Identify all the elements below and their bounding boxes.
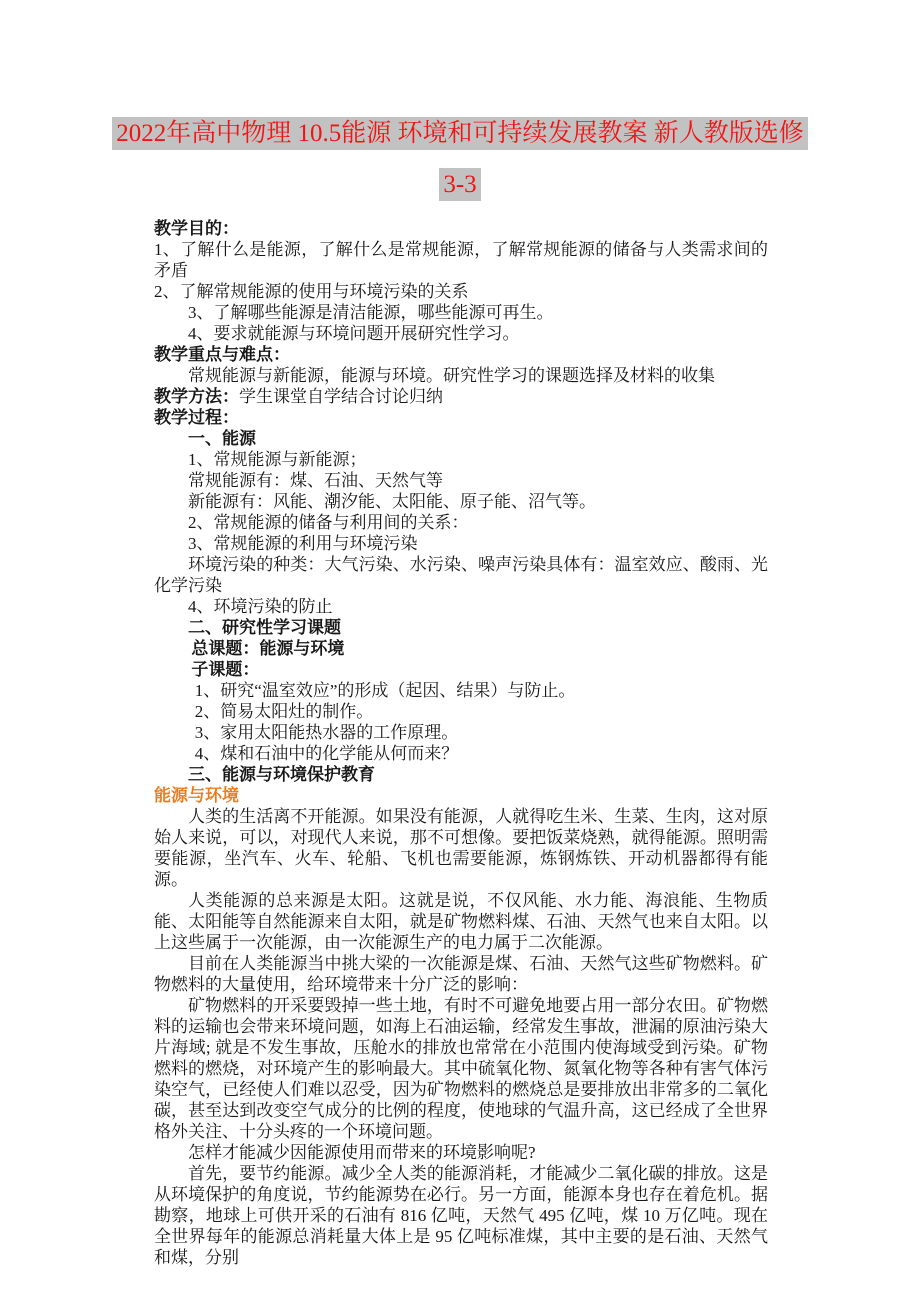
- text-line: 1、常规能源与新能源；: [188, 450, 367, 469]
- text-line: 常规能源有：煤、石油、天然气等: [188, 471, 443, 490]
- text-line: 总课题：能源与环境: [191, 639, 345, 658]
- section-heading-orange: 能源与环境: [154, 786, 239, 805]
- document-title: [0, 108, 920, 210]
- text-line: [154, 386, 768, 407]
- inline-label: 教学方法：: [154, 387, 239, 406]
- text-line: 1、研究“温室效应”的形成（起因、结果）与防止。: [194, 681, 576, 700]
- text-line: 三、能源与环境保护教育: [188, 765, 375, 784]
- paragraph: 怎样才能减少因能源使用而带来的环境影响呢?: [188, 1143, 536, 1162]
- text-line: 3、了解哪些能源是清洁能源，哪些能源可再生。: [188, 303, 554, 322]
- paragraph: 人类能源的总来源是太阳。这就是说，不仅风能、水力能、海浪能、生物质能、太阳能等自然能源来自太阳，就是矿物燃料煤、石油、天然气也来自太阳。以上这些属于一次能源，由一次能源生产的电力属于二次能源。: [154, 891, 768, 952]
- text-line: 3、常规能源的利用与环境污染: [188, 534, 418, 553]
- text-line: 常规能源与新能源，能源与环境。研究性学习的课题选择及材料的收集: [188, 366, 715, 385]
- text-line: 子课题：: [191, 660, 260, 679]
- text-line: 新能源有：风能、潮汐能、太阳能、原子能、沼气等。: [188, 492, 596, 511]
- text-line: 2、常规能源的储备与利用间的关系：: [188, 513, 469, 532]
- paragraph: 矿物燃料的开采要毁掉一些土地，有时不可避免地要占用一部分农田。矿物燃料的运输也会带来环境问题，如海上石油运输，经常发生事故，泄漏的原油污染大片海域; 就是不发生事故，压舱水的排放也常常在小范围内使海域受到污染。矿物燃料的燃烧，对环境产生的影响最大。其中硫氧化物、氮氧化物等各种有害气体污染空气，已经使人们难以忍受，因为矿物燃料的燃烧总是要排放出非常多的二氧化碳，甚至达到改变空气成分的比例的程度，使地球的气温升高，这已经成了全世界格外关注、十分头疼的一个环境问题。: [154, 996, 768, 1141]
- document-title-line-1: [0, 108, 920, 159]
- paragraph: 人类的生活离不开能源。如果没有能源，人就得吃生米、生菜、生肉，这对原始人来说，可以，对现代人来说，那不可想像。要把饭菜烧熟，就得能源。照明需要能源，坐汽车、火车、轮船、飞机也需要能源，炼钢炼铁、开动机器都得有能源。: [154, 807, 768, 889]
- text-line: 2、简易太阳灶的制作。: [194, 702, 374, 721]
- inline-text: 学生课堂自学结合讨论归纳: [239, 387, 443, 406]
- text-line: 一、能源: [188, 429, 256, 448]
- text-line: 二、研究性学习课题: [188, 618, 341, 637]
- paragraph: 目前在人类能源当中挑大梁的一次能源是煤、石油、天然气这些矿物燃料。矿物燃料的大量使用，给环境带来十分广泛的影响：: [154, 954, 768, 994]
- paragraph: 环境污染的种类：大气污染、水污染、噪声污染具体有：温室效应、酸雨、光化学污染: [154, 555, 768, 595]
- text-line: 4、环境污染的防止: [188, 597, 333, 616]
- title-highlight-text: 2022年高中物理 10.5能源 环境和可持续发展教案 新人教版选修: [112, 117, 808, 150]
- text-line: 教学过程：: [154, 408, 239, 427]
- document-title-line-2: [0, 159, 920, 210]
- paragraph: 首先，要节约能源。减少全人类的能源消耗，才能减少二氧化碳的排放。这是从环境保护的角度说，节约能源势在必行。另一方面，能源本身也存在着危机。据勘察，地球上可供开采的石油有 816 亿吨，天然气 495 亿吨，煤 10 万亿吨。现在全世界每年的能源总消耗量大体上是 95 亿吨标准煤，其中主要的是石油、天然气和煤，分别: [154, 1164, 768, 1267]
- title-highlight-text: 3-3: [439, 168, 480, 201]
- text-line: 4、要求就能源与环境问题开展研究性学习。: [188, 324, 520, 343]
- document-body: [154, 218, 768, 1268]
- text-line: 1、了解什么是能源，了解什么是常规能源，了解常规能源的储备与人类需求间的矛盾: [154, 240, 768, 280]
- text-line: 2、了解常规能源的使用与环境污染的关系: [154, 282, 469, 301]
- text-line: 教学目的：: [154, 219, 239, 238]
- text-line: 4、煤和石油中的化学能从何而来？: [194, 744, 459, 763]
- text-line: 3、家用太阳能热水器的工作原理。: [194, 723, 459, 742]
- text-line: 教学重点与难点：: [154, 345, 290, 364]
